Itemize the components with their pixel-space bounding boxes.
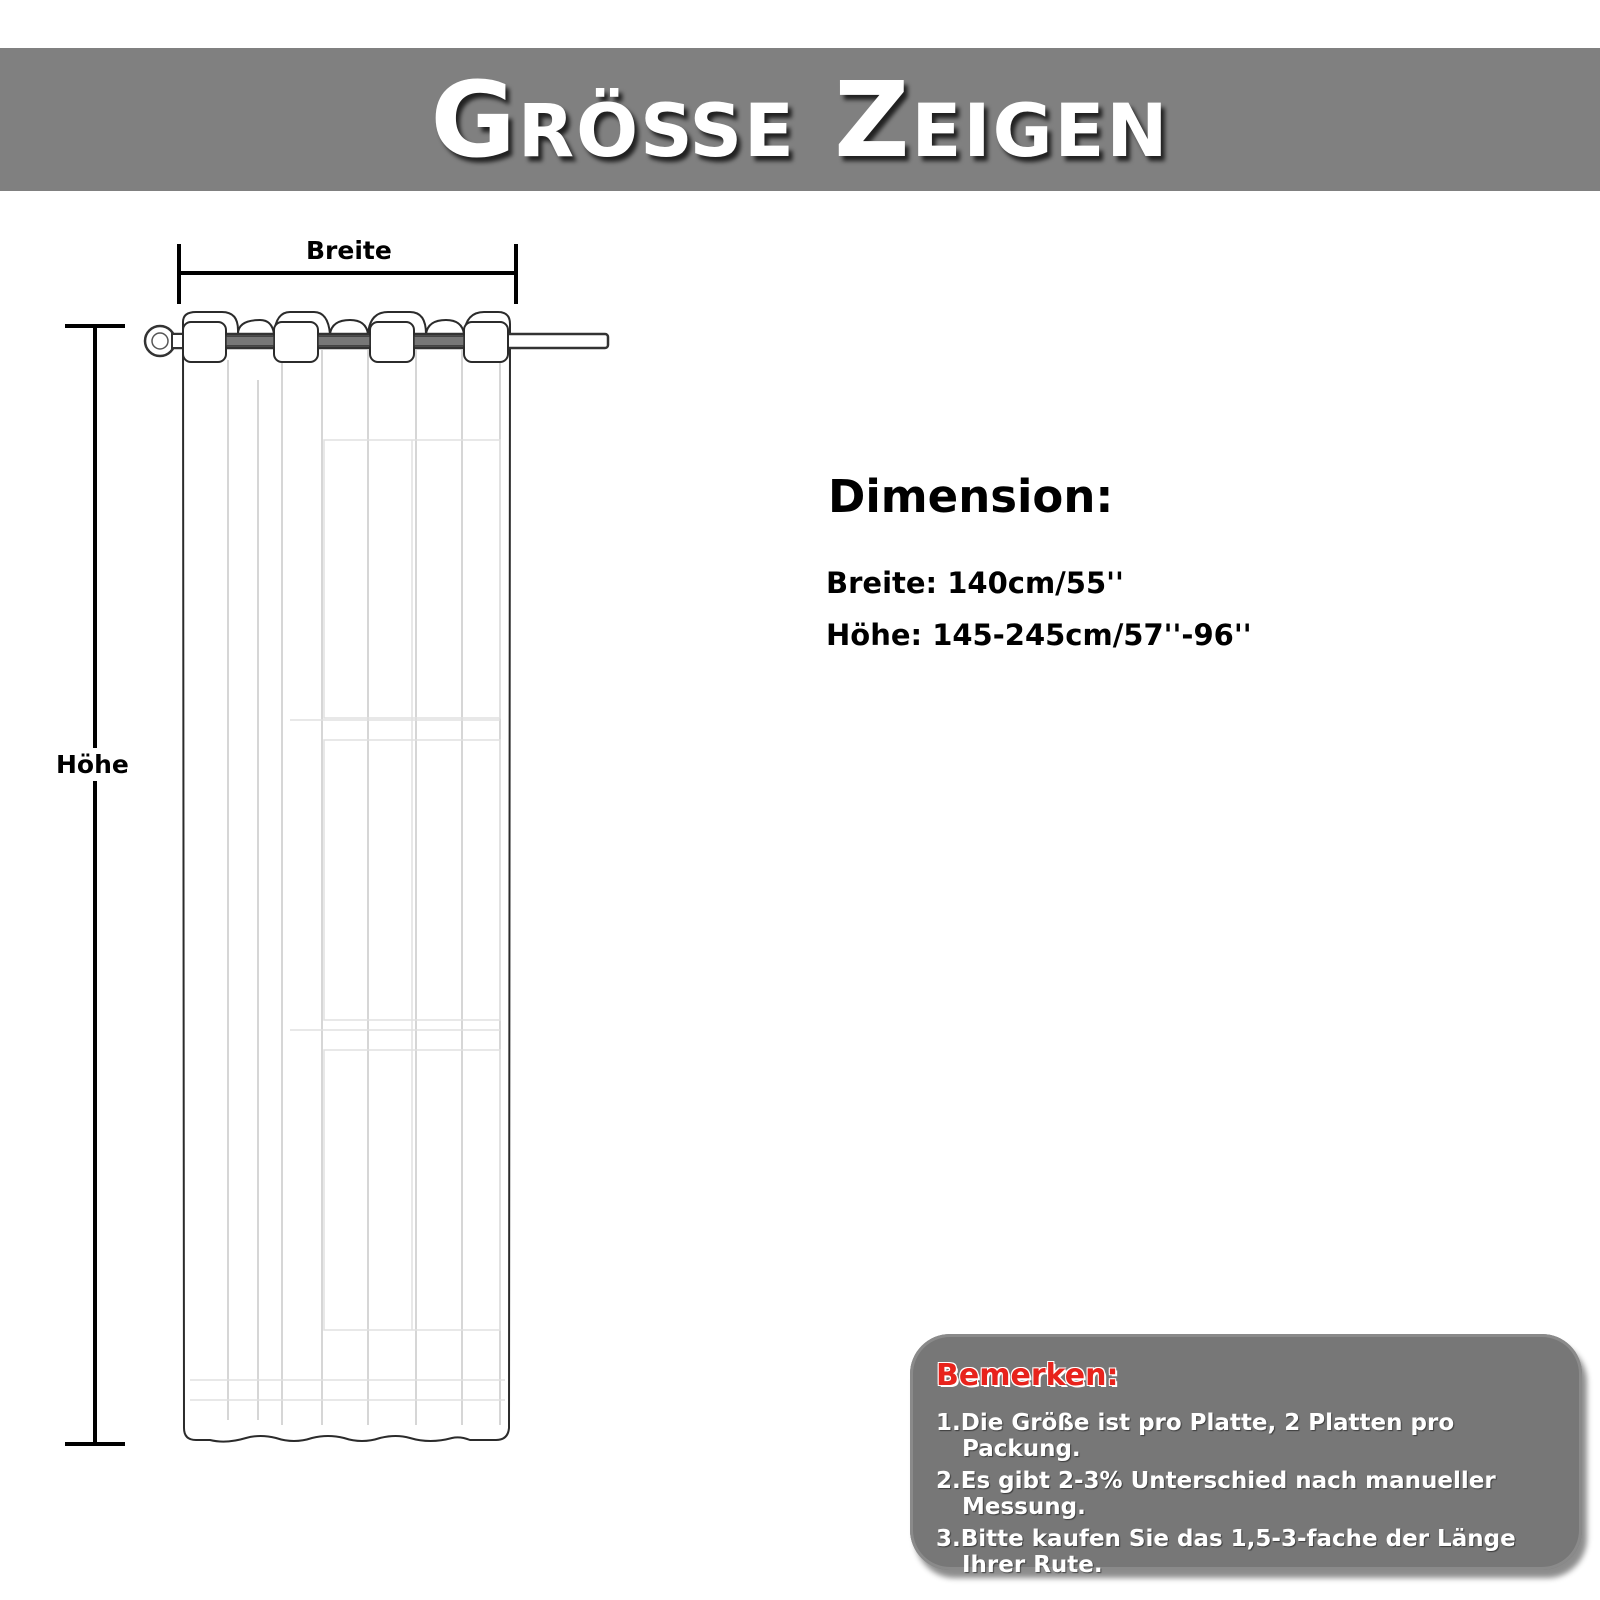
curtain-rod (145, 322, 608, 362)
note-item: 2.Es gibt 2-3% Unterschied nach manueller Messung. (936, 1468, 1496, 1520)
curtain-panel (183, 312, 510, 1442)
width-label: Breite (306, 236, 392, 265)
note-item: 1.Die Größe ist pro Platte, 2 Platten pro Packung. (936, 1410, 1455, 1462)
dimension-title: Dimension: (828, 470, 1114, 523)
height-label: Höhe (56, 750, 129, 779)
page-title: Größe Zeigen (430, 58, 1170, 181)
dimension-width: Breite: 140cm/55'' (826, 566, 1124, 600)
height-dimension-line (65, 326, 125, 1444)
notes-title: Bemerken: (936, 1358, 1119, 1393)
dimension-height: Höhe: 145-245cm/57''-96'' (826, 618, 1252, 652)
notes-list (936, 1410, 1576, 1584)
notes-box (910, 1334, 1582, 1578)
note-item: 3.Bitte kaufen Sie das 1,5-3-fache der Länge Ihrer Rute. (936, 1526, 1516, 1578)
